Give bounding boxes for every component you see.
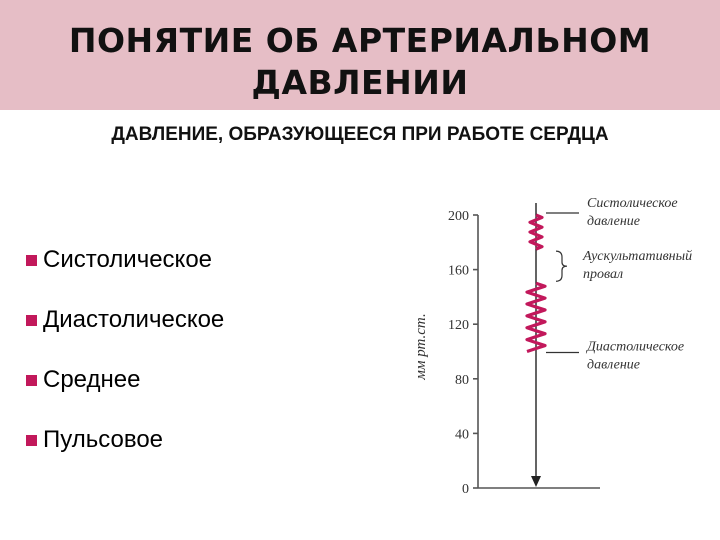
- bullet-label: Пульсовое: [43, 426, 164, 453]
- systolic-label: давление: [587, 214, 640, 229]
- bullet-square-icon: [26, 435, 37, 446]
- diastolic-label: Диастолическое: [587, 339, 685, 355]
- bullet-label: Диастолическое: [43, 306, 225, 333]
- page-title: [0, 20, 720, 104]
- page-subtitle: ДАВЛЕНИЕ, ОБРАЗУЮЩЕЕСЯ ПРИ РАБОТЕ СЕРДЦА: [111, 124, 609, 145]
- blood-pressure-diagram: [395, 190, 715, 510]
- bullet-item: [26, 300, 224, 340]
- gap-label: Аускультативный: [583, 249, 693, 265]
- gap-label: провал: [583, 267, 624, 283]
- page-title-line-1: ПОНЯТИЕ ОБ АРТЕРИАЛЬНОМ: [68, 21, 652, 60]
- bullet-item: [26, 240, 212, 280]
- y-tick-label: 0: [462, 482, 469, 497]
- bullet-item: [26, 420, 163, 460]
- korotkoff-sounds-lower: [527, 283, 545, 351]
- y-axis-title: мм рт.ст.: [413, 313, 429, 380]
- gap-brace: [556, 251, 567, 281]
- y-tick-label: 40: [455, 427, 469, 443]
- bullet-square-icon: [26, 315, 37, 326]
- y-tick-label: 200: [448, 209, 469, 224]
- bullet-label: Систолическое: [43, 246, 213, 273]
- arrow-down-icon: [531, 476, 541, 487]
- bullet-square-icon: [26, 375, 37, 386]
- y-tick-label: 160: [448, 263, 469, 279]
- bullet-item: [26, 360, 140, 400]
- page-title-line-2: ДАВЛЕНИИ: [251, 63, 469, 102]
- y-tick-label: 80: [455, 372, 469, 388]
- diastolic-label: давление: [587, 357, 640, 373]
- title-banner: [0, 0, 720, 110]
- systolic-label: Систолическое: [587, 196, 678, 211]
- bullet-square-icon: [26, 255, 37, 266]
- y-tick-label: 120: [448, 318, 469, 334]
- bullet-label: Среднее: [43, 366, 141, 393]
